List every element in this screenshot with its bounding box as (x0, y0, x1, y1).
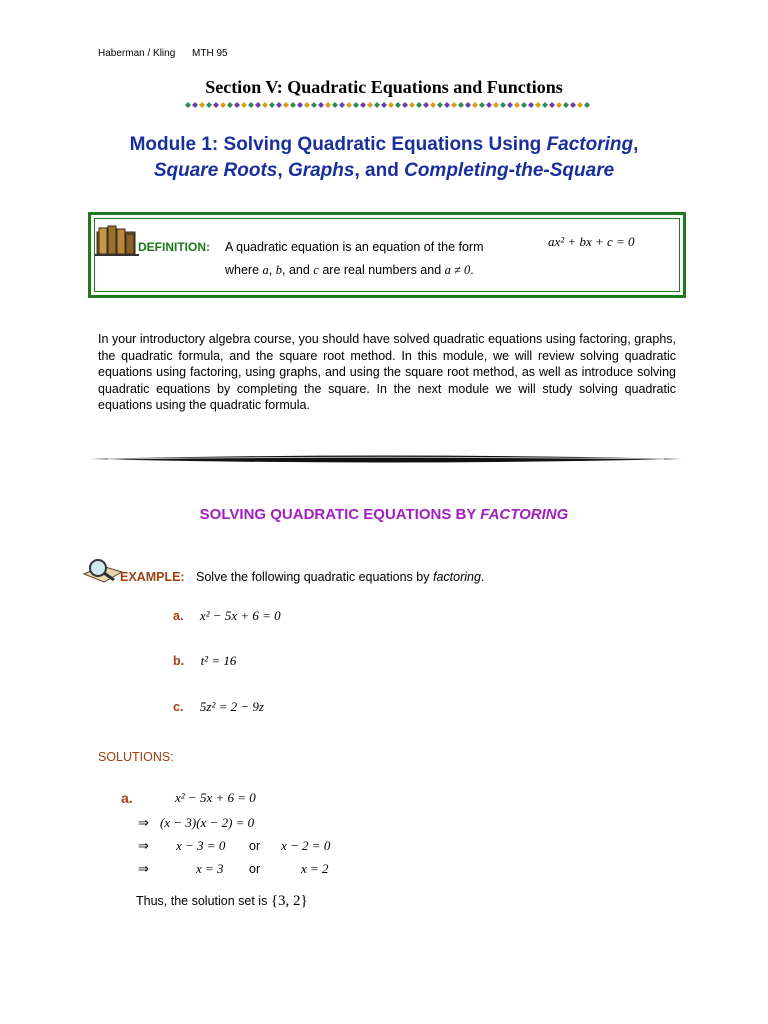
definition-text: A quadratic equation is an equation of the form (225, 240, 484, 254)
or-text: or (249, 862, 261, 876)
implies-symbol: ⇒ (138, 838, 149, 853)
magnifier-book-icon (82, 556, 124, 588)
or-text: or (249, 839, 261, 853)
books-icon (95, 222, 139, 258)
header-authors: Haberman / Kling (98, 48, 176, 59)
implies-symbol: ⇒ (138, 815, 149, 830)
page-header (98, 48, 242, 59)
solution-a-eq0: x² − 5x + 6 = 0 (175, 790, 256, 805)
definition-label: DEFINITION: (138, 240, 210, 254)
definition-formula: ax² + bx + c = 0 (548, 234, 635, 249)
section-title: Section V: Quadratic Equations and Functions (205, 77, 563, 97)
example-instruction: Solve the following quadratic equations by factoring. (196, 570, 485, 584)
solution-set-text: Thus, the solution set is {3, 2} (136, 893, 308, 909)
module-title (0, 132, 768, 184)
example-item-a: a. x² − 5x + 6 = 0 (173, 608, 281, 623)
module-title-line2: Square Roots, Graphs, and Completing-the-Square (153, 160, 615, 181)
solution-a-eq1: (x − 3)(x − 2) = 0 (160, 815, 255, 830)
section-heading-factoring: SOLVING QUADRATIC EQUATIONS BY FACTORING (199, 506, 569, 523)
example-item-c: c. 5z² = 2 − 9z (173, 699, 264, 714)
intro-paragraph: In your introductory algebra course, you should have solved quadratic equations using factoring, graphs, the quadratic formula, and the square root method. In this module, we will review solving quadratic equations using factoring, using graphs, and using the square root method, as well as introduce solving quadratic equations by completing the square. In the next module we will study solving quadratic equations using the quadratic formula. (98, 332, 676, 413)
implies-symbol: ⇒ (138, 861, 149, 876)
solution-a-eq3-left: x = 3 (196, 861, 224, 876)
example-item-b: b. t² = 16 (173, 653, 237, 668)
solution-a-eq2-left: x − 3 = 0 (176, 838, 226, 853)
solution-a-eq3-right: x = 2 (301, 861, 329, 876)
solution-a-eq2-right: x − 2 = 0 (281, 838, 331, 853)
solution-a-label: a. (121, 790, 133, 806)
solutions-label: SOLUTIONS: (98, 750, 174, 764)
definition-condition: where a, b, and c are real numbers and a ≠ 0. (225, 263, 474, 277)
definition-box (88, 212, 686, 298)
example-label: EXAMPLE: (120, 570, 185, 584)
module-title-line1: Module 1: Solving Quadratic Equations Using Factoring, (129, 134, 639, 155)
decorative-dots-divider (184, 101, 590, 109)
horizontal-rule (88, 452, 684, 466)
header-course: MTH 95 (192, 48, 228, 59)
